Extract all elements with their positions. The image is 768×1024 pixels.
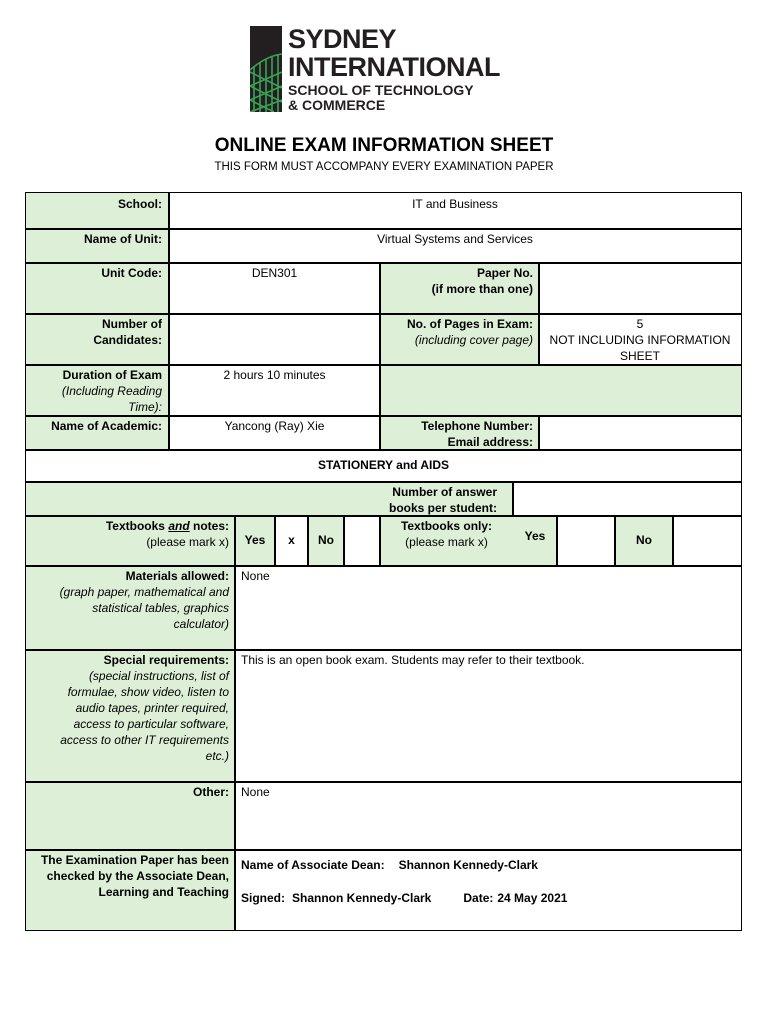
other-label: Other: — [26, 781, 235, 849]
grid-line — [379, 515, 381, 565]
checked-label-line1: The Examination Paper has been — [40, 853, 229, 867]
other-value: None — [235, 781, 741, 849]
textbooks-notes-label — [26, 515, 235, 565]
grid-line — [26, 364, 741, 366]
unit-code-label: Unit Code: — [26, 262, 168, 313]
special-note-line1: (special instructions, list of — [88, 669, 229, 683]
checked-label — [26, 849, 235, 930]
grid-line — [26, 262, 741, 264]
pages-value-line3: SHEET — [619, 349, 660, 363]
pages-label — [380, 313, 539, 364]
contact-value — [539, 415, 741, 449]
page-title: ONLINE EXAM INFORMATION SHEET — [214, 135, 554, 156]
academic-value: Yancong (Ray) Xie — [169, 415, 380, 449]
grid-line — [26, 565, 741, 567]
paper-no-value — [539, 262, 741, 313]
textbooks-only-yes-mark[interactable] — [557, 515, 615, 565]
contact-label — [380, 415, 539, 449]
logo-line-sydney: SYDNEY — [288, 24, 397, 54]
grid-line — [556, 515, 558, 565]
grid-line — [26, 781, 741, 783]
grid-line — [538, 262, 540, 364]
duration-label — [26, 364, 168, 415]
grid-line — [379, 262, 381, 449]
textbooks-notes-label-a: Textbooks — [105, 519, 169, 533]
materials-note-line2: statistical tables, graphics — [92, 601, 229, 615]
dean-label: Name of Associate Dean: — [241, 858, 385, 872]
unit-name-label: Name of Unit: — [26, 228, 168, 262]
signed-label: Signed: — [241, 891, 285, 905]
dean-name-line — [241, 857, 735, 873]
special-note-line2: formulae, show video, listen to — [67, 685, 229, 699]
unit-name-value: Virtual Systems and Services — [169, 228, 741, 262]
logo-line-school: SCHOOL OF TECHNOLOGY — [288, 82, 474, 98]
duration-value: 2 hours 10 minutes — [169, 364, 380, 415]
answer-books-label — [26, 481, 513, 515]
school-label: School: — [26, 193, 168, 228]
answer-books-label-line1: Number of answer — [392, 485, 497, 499]
page-subtitle: THIS FORM MUST ACCOMPANY EVERY EXAMINATION PAPER — [214, 161, 554, 173]
textbooks-notes-label-and: and — [168, 519, 190, 533]
grid-line — [26, 313, 741, 315]
textbooks-only-label — [380, 515, 513, 565]
grid-line — [672, 515, 674, 565]
pages-value-line1: 5 — [636, 317, 644, 331]
duration-label-line1: Duration of Exam — [62, 368, 162, 382]
candidates-label-line1: Number of — [102, 317, 162, 331]
textbooks-only-yes-label: Yes — [513, 515, 557, 565]
pages-label-line2: (including cover page) — [414, 333, 533, 347]
materials-note-line3: calculator) — [173, 617, 229, 631]
textbooks-only-no-label: No — [615, 515, 673, 565]
signed-value: Shannon Kennedy-Clark — [292, 891, 432, 905]
textbooks-notes-yes-mark[interactable]: x — [275, 515, 308, 565]
materials-value: None — [235, 565, 741, 649]
grid-line — [307, 515, 309, 565]
dean-value: Shannon Kennedy-Clark — [398, 858, 538, 872]
grid-line — [26, 228, 741, 230]
textbooks-notes-no-label: No — [308, 515, 344, 565]
school-value: IT and Business — [169, 193, 741, 228]
textbooks-notes-label-line2: (please mark x) — [146, 535, 229, 549]
email-label: Email address: — [447, 435, 533, 449]
textbooks-only-no-mark[interactable] — [673, 515, 741, 565]
stationery-heading: STATIONERY and AIDS — [26, 449, 741, 481]
grid-line — [538, 415, 540, 449]
checked-label-line2: checked by the Associate Dean, — [46, 869, 229, 883]
grid-line — [274, 515, 276, 565]
academic-label: Name of Academic: — [26, 415, 168, 449]
textbooks-only-label-line1: Textbooks only: — [400, 519, 493, 533]
pages-value-line2: NOT INCLUDING INFORMATION — [549, 333, 731, 347]
textbooks-only-label-line2: (please mark x) — [405, 535, 488, 549]
materials-label-line1: Materials allowed: — [125, 569, 229, 583]
checked-label-line3: Learning and Teaching — [98, 885, 229, 899]
textbooks-notes-yes-label: Yes — [235, 515, 275, 565]
paper-no-label-line1: Paper No. — [476, 266, 533, 280]
textbooks-notes-label-line1 — [32, 518, 229, 534]
materials-label — [26, 565, 235, 649]
date-label: Date: — [463, 891, 494, 905]
grid-line — [614, 515, 616, 565]
candidates-value — [169, 313, 380, 364]
grid-line — [512, 481, 514, 515]
textbooks-notes-no-mark[interactable] — [344, 515, 380, 565]
grid-line — [26, 649, 741, 651]
grid-line — [234, 515, 236, 930]
signed-line — [241, 890, 735, 906]
candidates-label — [26, 313, 168, 364]
paper-no-label — [380, 262, 539, 313]
special-note-line6: etc.) — [205, 749, 229, 763]
telephone-label: Telephone Number: — [421, 419, 533, 433]
date-value: 24 May 2021 — [497, 891, 568, 905]
special-note-line4: access to particular software, — [73, 717, 229, 731]
bridge-logo-icon — [250, 26, 282, 112]
duration-spacer — [380, 364, 741, 415]
grid-line — [168, 193, 170, 449]
candidates-label-line2: Candidates: — [93, 333, 162, 347]
special-label-line1: Special requirements: — [103, 653, 229, 667]
grid-line — [26, 415, 741, 417]
dean-signoff — [235, 849, 741, 930]
grid-line — [343, 515, 345, 565]
materials-note-line1: (graph paper, mathematical and — [59, 585, 229, 599]
special-note-line5: access to other IT requirements — [60, 733, 229, 747]
grid-line — [26, 449, 741, 451]
school-logo — [250, 26, 530, 114]
special-label — [26, 649, 235, 781]
unit-code-value: DEN301 — [169, 262, 380, 313]
pages-label-line1: No. of Pages in Exam: — [406, 317, 533, 331]
pages-value — [539, 313, 741, 364]
special-value: This is an open book exam. Students may refer to their textbook. — [235, 649, 741, 781]
duration-label-line3: Time): — [128, 400, 162, 414]
answer-books-label-line2: books per student: — [388, 501, 497, 515]
grid-line — [26, 515, 741, 517]
special-note-line3: audio tapes, printer required, — [75, 701, 229, 715]
paper-no-label-line2: (if more than one) — [431, 282, 533, 296]
grid-line — [26, 849, 741, 851]
answer-books-value — [513, 481, 741, 515]
grid-line — [26, 481, 741, 483]
logo-line-commerce: & COMMERCE — [288, 97, 386, 113]
logo-line-international: INTERNATIONAL — [288, 52, 500, 82]
textbooks-notes-label-b: notes: — [189, 519, 229, 533]
duration-label-line2: (Including Reading — [61, 384, 162, 398]
